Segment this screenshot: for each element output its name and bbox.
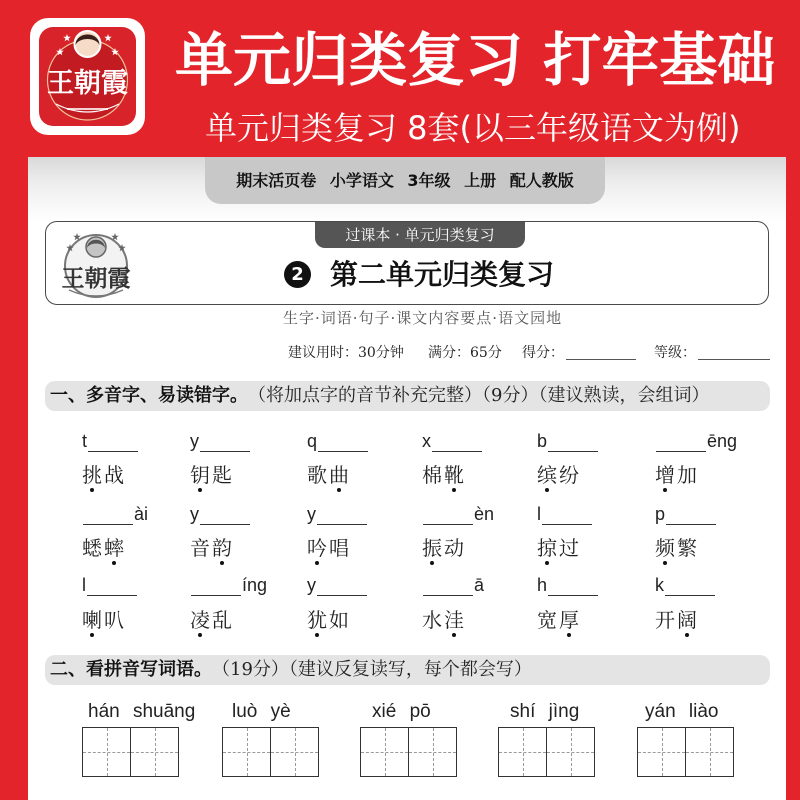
- answer-blank: [423, 577, 473, 596]
- section-instructions: （19分）（建议反复读写，每个都会写）: [212, 659, 532, 680]
- pinyin-given-final: ài: [134, 504, 149, 524]
- section-instructions: （将加点字的音节补充完整）（9分）（建议熟读，会组词）: [248, 385, 710, 406]
- answer-blank: [317, 577, 367, 596]
- tianzige-box: [637, 727, 686, 777]
- vocab-word: [422, 536, 466, 560]
- brand-logo-gray: [52, 228, 140, 300]
- pinyin-given-initial: h: [537, 575, 548, 595]
- pinyin-given-initial: y: [307, 575, 316, 595]
- answer-blank: [432, 433, 482, 452]
- pinyin-given-final: íng: [242, 575, 268, 595]
- vocab-word: [307, 536, 351, 560]
- vocab-word-text: 蟋蟀: [82, 536, 126, 560]
- vocab-word: [537, 608, 581, 632]
- tianzige-box: [82, 727, 131, 777]
- answer-blank: [83, 506, 133, 525]
- pinyin-fill-item: [190, 572, 267, 596]
- vocab-word-text: 缤纷: [537, 463, 581, 487]
- vocab-word: [537, 463, 581, 487]
- emphasis-dot-mark: [452, 488, 456, 492]
- vocab-word-text: 音韵: [190, 536, 234, 560]
- vocab-word: [422, 463, 466, 487]
- emphasis-dot-mark: [112, 561, 116, 565]
- full-score: 满分：65分: [428, 345, 502, 361]
- vocab-word-text: 棉靴: [422, 463, 466, 487]
- pinyin-given-final: ēng: [707, 431, 738, 451]
- pinyin-given-initial: x: [422, 431, 431, 451]
- pinyin-given-initial: y: [307, 504, 316, 524]
- vocab-word: [422, 608, 466, 632]
- answer-blank: [318, 433, 368, 452]
- emphasis-dot-mark: [220, 561, 224, 565]
- pinyin-fill-item: [307, 572, 368, 596]
- vocab-word-text: 吟唱: [307, 536, 351, 560]
- tianzige-box: [270, 727, 319, 777]
- score-blank: [566, 359, 636, 360]
- emphasis-dot-mark: [545, 561, 549, 565]
- vocab-word-text: 掠过: [537, 536, 581, 560]
- pinyin-fill-item: [422, 428, 483, 452]
- pinyin-given-initial: k: [655, 575, 664, 595]
- vocab-word-text: 宽厚: [537, 608, 581, 632]
- section-heading: 一、多音字、易读错字。: [50, 385, 248, 406]
- tianzige-box: [685, 727, 734, 777]
- emphasis-dot-mark: [90, 488, 94, 492]
- emphasis-dot-mark: [198, 633, 202, 637]
- pinyin-given-initial: l: [537, 504, 541, 524]
- emphasis-dot-mark: [545, 488, 549, 492]
- tianzige-box: [408, 727, 457, 777]
- banner-subtitle: 单元归类复习 8套(以三年级语文为例): [205, 109, 741, 147]
- pinyin-given-initial: b: [537, 431, 548, 451]
- answer-blank: [542, 506, 592, 525]
- tianzige-box: [498, 727, 547, 777]
- logo-wordmark: 王朝霞: [47, 68, 128, 99]
- unit-box-tab: 过课本 · 单元归类复习: [315, 222, 525, 248]
- answer-blank: [548, 577, 598, 596]
- vocab-word: [655, 463, 699, 487]
- vocab-word-text: 水洼: [422, 608, 466, 632]
- word-pinyin: hán shuāng: [88, 701, 196, 722]
- unit-number-badge: 2: [284, 261, 311, 288]
- pinyin-given-initial: y: [190, 431, 199, 451]
- brand-logo: [30, 18, 145, 135]
- pinyin-given-initial: t: [82, 431, 88, 451]
- unit-topics: 生字·词语·句子·课文内容要点·语文园地: [283, 309, 563, 327]
- answer-blank: [665, 577, 715, 596]
- tianzige-box: [546, 727, 595, 777]
- pinyin-given-initial: y: [190, 504, 199, 524]
- vocab-word-text: 歌曲: [307, 463, 351, 487]
- emphasis-dot-mark: [337, 488, 341, 492]
- answer-blank: [666, 506, 716, 525]
- pinyin-fill-item: [537, 572, 599, 596]
- pinyin-fill-item: [422, 501, 494, 525]
- answer-blank: [88, 433, 138, 452]
- vocab-word-text: 振动: [422, 536, 466, 560]
- answer-blank: [87, 577, 137, 596]
- answer-blank: [191, 577, 241, 596]
- pinyin-given-final: èn: [474, 504, 495, 524]
- pinyin-fill-item: [190, 428, 251, 452]
- vocab-word-text: 钥匙: [190, 463, 234, 487]
- pinyin-fill-item: [82, 428, 139, 452]
- tianzige-box: [130, 727, 179, 777]
- pinyin-given-initial: q: [307, 431, 318, 451]
- answer-blank: [317, 506, 367, 525]
- emphasis-dot-mark: [452, 633, 456, 637]
- pinyin-fill-item: [422, 572, 484, 596]
- vocab-word-text: 喇叭: [82, 608, 126, 632]
- emphasis-dot-mark: [315, 633, 319, 637]
- emphasis-dot-mark: [315, 561, 319, 565]
- pinyin-fill-item: [82, 572, 138, 596]
- section-heading: 二、看拼音写词语。: [50, 659, 212, 680]
- vocab-word: [190, 463, 234, 487]
- word-pinyin: shí jìng: [510, 701, 580, 722]
- vocab-word: [655, 608, 699, 632]
- answer-blank: [548, 433, 598, 452]
- unit-title: 第二单元归类复习: [330, 258, 555, 291]
- vocab-word-text: 凌乱: [190, 608, 234, 632]
- vocab-word-text: 开阔: [655, 608, 699, 632]
- vocab-word-text: 挑战: [82, 463, 126, 487]
- vocab-word-text: 频繁: [655, 536, 699, 560]
- vocab-word: [190, 536, 234, 560]
- emphasis-dot-mark: [567, 633, 571, 637]
- pinyin-given-final: ā: [474, 575, 485, 595]
- word-pinyin: luò yè: [232, 701, 291, 722]
- pinyin-fill-item: [190, 501, 251, 525]
- emphasis-dot-mark: [198, 488, 202, 492]
- answer-blank: [423, 506, 473, 525]
- pinyin-fill-item: [655, 428, 737, 452]
- vocab-word: [82, 608, 126, 632]
- vocab-word: [655, 536, 699, 560]
- vocab-word-text: 犹如: [307, 608, 351, 632]
- pinyin-fill-item: [537, 501, 593, 525]
- emphasis-dot-mark: [90, 633, 94, 637]
- suggested-time: 建议用时：30分钟: [288, 345, 404, 361]
- pinyin-given-initial: l: [82, 575, 86, 595]
- logo-wordmark: 王朝霞: [61, 265, 131, 292]
- answer-blank: [200, 506, 250, 525]
- score-label: 得分：: [522, 345, 564, 361]
- worksheet-header-tab: 期末活页卷 小学语文 3年级 上册 配人教版: [205, 157, 605, 204]
- vocab-word: [82, 536, 126, 560]
- answer-blank: [200, 433, 250, 452]
- emphasis-dot-mark: [430, 561, 434, 565]
- pinyin-fill-item: [307, 501, 368, 525]
- pinyin-given-initial: p: [655, 504, 666, 524]
- pinyin-fill-item: [307, 428, 369, 452]
- grade-blank: [698, 359, 770, 360]
- emphasis-dot-mark: [685, 633, 689, 637]
- section-header-pinyin-writing: [45, 655, 770, 685]
- pinyin-fill-item: [655, 501, 717, 525]
- tianzige-box: [360, 727, 409, 777]
- pinyin-fill-item: [82, 501, 148, 525]
- word-pinyin: xié pō: [372, 701, 431, 722]
- word-pinyin: yán liào: [645, 701, 719, 722]
- logo-ribbon-line: [67, 108, 108, 110]
- grade-label: 等级：: [654, 345, 696, 361]
- emphasis-dot-mark: [663, 488, 667, 492]
- answer-blank: [656, 433, 706, 452]
- emphasis-dot-mark: [663, 561, 667, 565]
- vocab-word: [307, 463, 351, 487]
- pinyin-fill-item: [655, 572, 716, 596]
- vocab-word: [82, 463, 126, 487]
- section-header-polyphones: [45, 381, 770, 411]
- vocab-word: [307, 608, 351, 632]
- tianzige-box: [222, 727, 271, 777]
- vocab-word: [537, 536, 581, 560]
- banner-title: 单元归类复习 打牢基础: [175, 26, 776, 94]
- vocab-word-text: 增加: [655, 463, 699, 487]
- pinyin-fill-item: [537, 428, 599, 452]
- vocab-word: [190, 608, 234, 632]
